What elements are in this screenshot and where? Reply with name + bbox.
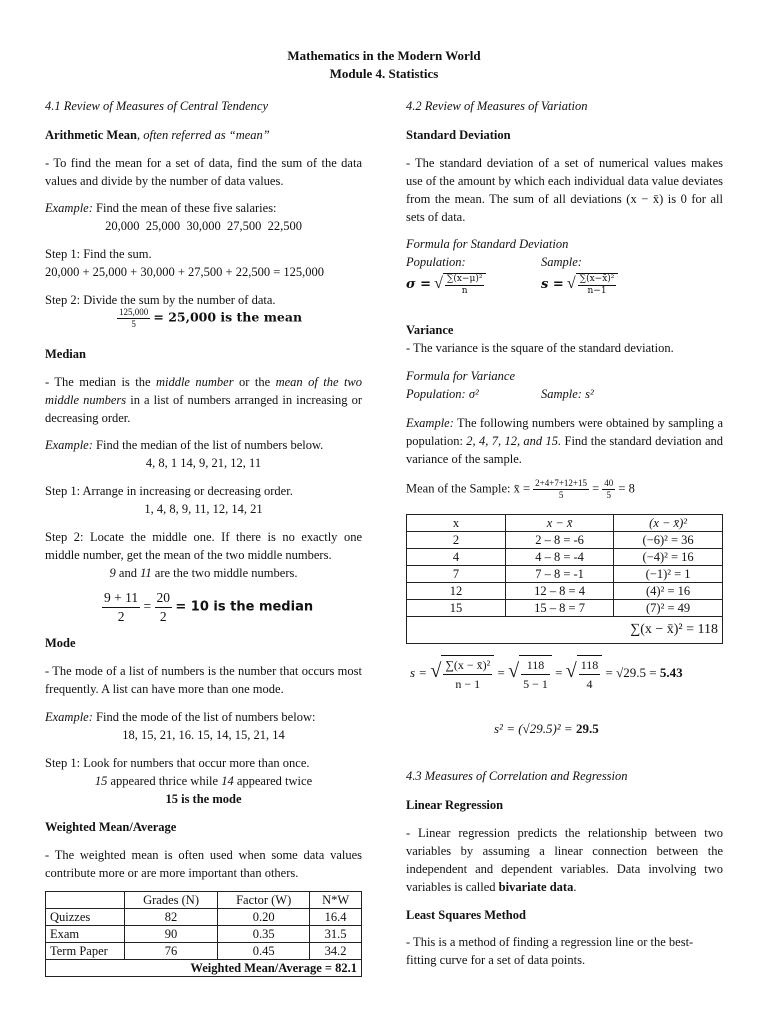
mean-denominator: 5 [131,319,136,329]
sd-calc-denominator-1: n − 1 [455,677,481,691]
median-denominator-1: 2 [117,609,125,624]
lr-desc-b: bivariate data [498,880,574,894]
variance-calc-a: s² = (√29.5)² = [494,721,576,736]
table-row [407,600,723,617]
variance-description: - The variance is the square of the standard deviation. [406,341,674,355]
table-header-row [46,892,362,909]
median-mid-d: are the two middle numbers. [151,566,298,580]
median-calculation: $\frac{9 + 11}{2}$ = $\frac{20}{2}$ = 10 is the median [104,590,314,624]
median-desc-d: mean of the two middle numbers [45,375,363,407]
example-text-c: Find the standard deviation and variance of the sample. [406,434,723,466]
table-cell: (−1)² = 1 [614,566,723,583]
mean-sum: 20,000 + 25,000 + 30,000 + 27,500 + 22,500 = 125,000 [45,265,324,279]
sample-mean-result: = 8 [618,481,635,496]
table-cell: 2 [407,532,506,549]
median-numerator-2: 20 [155,589,173,608]
table-cell: (4)² = 16 [614,583,723,600]
table-row [407,566,723,583]
table-cell: 15 – 8 = 7 [506,600,614,617]
table-cell: 7 – 8 = -1 [506,566,614,583]
mean-example [45,199,277,217]
sd-calc-result-b: 5.43 [659,664,683,680]
mode-heading: Mode [45,636,76,650]
table-header-cell [46,892,125,909]
sd-calc-result-a: = √29.5 = [605,664,660,680]
table-cell: 90 [125,926,218,943]
table-cell: (−4)² = 16 [614,549,723,566]
table-header-cell: (x − x̄)² [614,515,723,532]
sample-mean-line: Mean of the Sample: x̄ = $\frac{2+4+7+12+15}{5}$ = $\frac{40}{5}$ = 8 [406,478,635,500]
deviation-table [406,514,723,644]
table-cell: 12 [407,583,506,600]
median-desc-b: middle number [155,375,234,389]
sample-mean-numerator-2: 40 [604,478,614,488]
mean-heading: Arithmetic Mean [45,128,137,142]
least-squares-description: - This is a method of finding a regression line or the best-fitting curve for a set of data points. [406,935,694,967]
median-example [45,436,323,454]
table-header-cell: x − x̄ [506,515,614,532]
example-text [406,414,723,468]
median-mid-c: 11 [140,566,152,580]
table-cell: 16.4 [310,909,362,926]
median-step2: Step 2: Locate the middle one. If there is no exactly one middle number, get the mean of the two middle numbers. [45,530,362,562]
lr-desc-c: . [573,880,577,894]
sd-calculation: s = √ $\frac{\text{∑(x − x̄)²}}{n - 1}$ = √ $\frac{118}{5 - 1}$ = √ $\frac{118}{4}$ = √29.5 = 5.43 [410,655,683,693]
sd-sample-numerator: ∑(x−x̄)² [579,274,615,284]
sd-pop-lhs: σ = [406,276,432,292]
mode-obs-b: appeared thrice while [107,774,222,788]
median-heading: Median [45,347,86,361]
sd-description: - The standard deviation of a set of numerical values makes use of the amount by which each individual data value deviates from the mean. The sum of all deviations (x − x̄) is 0 for all sets of data. [406,156,723,224]
mode-example-text: Find the mode of the list of numbers below: [92,710,316,724]
table-cell: 12 – 8 = 4 [506,583,614,600]
weighted-table [45,891,362,977]
variance-population: Population: σ² [406,387,479,401]
mean-step2: Step 2: Divide the sum by the number of data. [45,293,276,307]
median-step1: Step 1: Arrange in increasing or decreasing order. [45,484,293,498]
table-sum-row [407,617,723,644]
mean-heading-line [45,126,270,144]
sd-calc-denominator-2: 5 − 1 [523,677,548,691]
section-4-1-title: 4.1 Review of Measures of Central Tendency [45,99,268,113]
table-cell: 34.2 [310,943,362,960]
mode-obs-c: 14 [221,774,234,788]
mode-example-label: Example: [45,710,93,724]
sd-pop-denominator: n [461,286,468,296]
table-header-cell: Grades (N) [125,892,218,909]
mean-heading-note: , often referred as “mean” [136,128,270,142]
table-cell: 4 – 8 = -4 [506,549,614,566]
mean-example-text: Find the mean of these five salaries: [92,201,277,215]
mean-description: - To find the mean for a set of data, find the sum of the data values and divide by the number of data values. [45,156,362,188]
sample-mean-label: Mean of the Sample: x̄ = [406,481,531,496]
sd-sample-formula: s = √ $\frac{\text{∑(x−x̄)²}}{n-1}$ [541,273,618,297]
table-cell: 0.20 [218,909,310,926]
table-cell: 82 [125,909,218,926]
mean-example-label: Example: [45,201,93,215]
table-row [407,532,723,549]
weighted-total: Weighted Mean/Average = 82.1 [46,960,362,977]
median-example-text: Find the median of the list of numbers below. [92,438,324,452]
table-cell: 4 [407,549,506,566]
table-header-cell: N*W [310,892,362,909]
median-desc-e: in a list of numbers arranged in increasing or decreasing order. [45,393,362,425]
least-squares-heading: Least Squares Method [406,908,526,922]
median-example-label: Example: [45,438,93,452]
median-desc-a: - The median is the [45,375,156,389]
mode-example [45,708,315,726]
table-row [46,926,362,943]
median-mid-b: and [115,566,141,580]
sample-mean-denominator-2: 5 [606,490,612,500]
sd-calc-lhs: s = [410,664,428,680]
page-subtitle: Module 4. Statistics [329,66,439,81]
table-cell: 7 [407,566,506,583]
mean-step1: Step 1: Find the sum. [45,247,152,261]
mode-observation [45,772,362,790]
sd-calc-denominator-3: 4 [586,677,593,691]
median-description [45,373,362,427]
sd-sample-denominator: n−1 [587,286,607,296]
table-cell: (7)² = 49 [614,600,723,617]
table-row [407,549,723,566]
mode-description: - The mode of a list of numbers is the number that occurs most frequently. A list can have more than one mode. [45,664,362,696]
mean-calculation [117,307,302,330]
table-header-cell: x [407,515,506,532]
table-header-row [407,515,723,532]
linear-regression-description [406,824,723,896]
sd-pop-numerator: ∑(x−μ)² [446,274,483,284]
table-cell: 31.5 [310,926,362,943]
median-desc-c: or the [233,375,276,389]
table-cell: Exam [46,926,125,943]
sample-mean-denominator: 5 [558,490,564,500]
example-label: Example: [406,416,454,430]
table-header-cell: Factor (W) [218,892,310,909]
variance-formula-title: Formula for Variance [406,369,516,383]
lr-desc-a: - Linear regression predicts the relationship between two variables by assuming a linear connection between the independent and dependent variables. Data involving two variables is called [406,826,723,894]
table-cell: (−6)² = 36 [614,532,723,549]
table-cell: Quizzes [46,909,125,926]
table-cell: 0.35 [218,926,310,943]
variance-heading: Variance [406,323,454,337]
median-middle-note [45,564,362,582]
table-total-row [46,960,362,977]
section-4-2-title: 4.2 Review of Measures of Variation [406,99,588,113]
weighted-heading: Weighted Mean/Average [45,820,177,834]
mode-result: 15 is the mode [165,792,242,806]
median-values: 4, 8, 1 14, 9, 21, 12, 11 [145,456,262,470]
weighted-description: - The weighted mean is often used when some data values contribute more or are more important than others. [45,848,362,880]
deviation-sum: ∑(x − x̄)² = 118 [407,617,723,644]
variance-sample: Sample: s² [541,387,594,401]
sd-calc-numerator-2: 118 [521,656,550,675]
page-title: Mathematics in the Modern World [287,48,481,63]
table-cell: 2 – 8 = -6 [506,532,614,549]
variance-calc-b: 29.5 [575,721,599,736]
table-cell: 15 [407,600,506,617]
sd-population-label: Population: [406,255,466,269]
sample-mean-numerator: 2+4+7+12+15 [535,478,587,488]
median-denominator-2: 2 [159,609,167,624]
sd-heading: Standard Deviation [406,128,511,142]
sd-sample-label: Sample: [541,255,582,269]
example-text-a: The following numbers were obtained by sampling a population: [406,416,723,448]
mean-values: 20,000 25,000 30,000 27,500 22,500 [105,219,302,233]
mode-step1: Step 1: Look for numbers that occur more than once. [45,756,310,770]
example-text-b: 2, 4, 7, 12, and 15. [466,434,562,448]
mode-values: 18, 15, 21, 16. 15, 14, 15, 21, 14 [122,728,285,742]
section-4-3-title: 4.3 Measures of Correlation and Regression [406,769,628,783]
page-header [0,47,768,83]
table-cell: 76 [125,943,218,960]
median-sorted: 1, 4, 8, 9, 11, 12, 14, 21 [144,502,263,516]
sd-calc-numerator-3: 118 [579,656,601,675]
variance-calculation [494,720,599,738]
mode-obs-d: appeared twice [233,774,313,788]
table-row [46,943,362,960]
table-cell: Term Paper [46,943,125,960]
sd-formula-title: Formula for Standard Deviation [406,237,569,251]
sd-sample-lhs: s = [541,276,564,292]
sd-population-formula: σ = √ $\frac{\text{∑(x−μ)²}}{n}$ [406,273,486,297]
table-row [407,583,723,600]
mode-obs-a: 15 [94,774,108,788]
mean-numerator: 125,000 [119,307,149,317]
median-numerator-1: 9 + 11 [102,589,140,608]
linear-regression-heading: Linear Regression [406,798,504,812]
sd-calc-numerator-1: ∑(x − x̄)² [443,656,492,675]
median-mid-a: 9 [109,566,116,580]
mean-result: = 25,000 is the mean [153,309,303,325]
median-result: = 10 is the median [175,599,314,615]
table-cell: 0.45 [218,943,310,960]
table-row [46,909,362,926]
